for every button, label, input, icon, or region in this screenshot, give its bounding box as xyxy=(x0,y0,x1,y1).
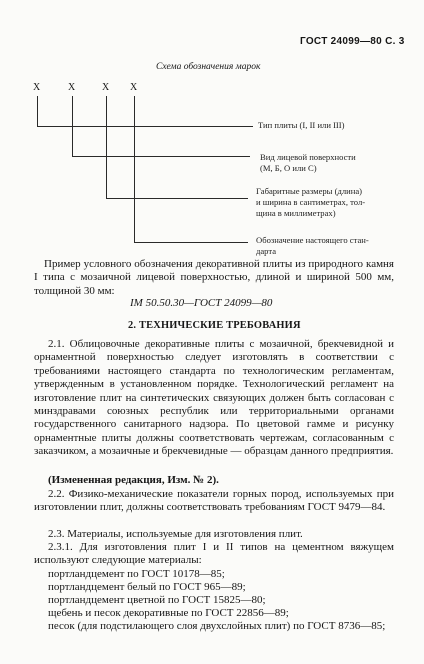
material-item: портландцемент цветной по ГОСТ 15825—80; xyxy=(48,594,266,606)
paragraph-2-1: 2.1. Облицовочные декоративные плиты с мозаичной, брекчевидной и орнаментной поверхностью следует изготовлять в соответствии с требованиями настоящего стандарта по технологическим регламентам, утвержденным в установленном порядке. Технологический регламент на изготовление плит на синтетических связующих должен быть согласован с минздравами союзных республик или территориальными органами государственного санитарного надзора. По цветовой гамме и рисунку орнаментные плиты должны соответствовать чертежам, согласованным с заказчиком, а мозаичные и брекчевидные — образцам данного предприятия. xyxy=(34,338,394,458)
page-header: ГОСТ 24099—80 С. 3 xyxy=(300,36,405,47)
schema-connector-3 xyxy=(106,96,107,198)
schema-connector-1 xyxy=(37,96,38,126)
schema-label-dimensions: Габаритные размеры (длина) и ширина в сантиметрах, тол- щина в миллиметрах) xyxy=(256,186,366,218)
schema-leader-4 xyxy=(134,242,248,243)
material-sand: песок (для подстилающего слоя двухслойных плит) по ГОСТ 8736—85; xyxy=(48,620,386,632)
schema-leader-2 xyxy=(72,156,250,157)
schema-label-surface: Вид лицевой поверхности (М, Б, О или С) xyxy=(260,152,356,173)
example-intro: Пример условного обозначения декоративной плиты из природного камня I типа с мозаичной лицевой поверхностью, длиной и шириной 500 мм, толщиной 30 мм: xyxy=(34,258,394,297)
example-code: IM 50.50.30—ГОСТ 24099—80 xyxy=(130,297,273,309)
schema-marker-3: X xyxy=(102,82,110,93)
paragraph-2-3: 2.3. Материалы, используемые для изготовления плит. xyxy=(48,528,303,540)
schema-label-type: Тип плиты (I, II или III) xyxy=(258,120,345,130)
paragraph-2-3-1: 2.3.1. Для изготовления плит I и II типов на цементном вяжущем используют следующие материалы: xyxy=(34,541,394,567)
amendment-note: (Измененная редакция, Изм. № 2). xyxy=(48,474,219,486)
schema-connector-4 xyxy=(134,96,135,242)
paragraph-2-2: 2.2. Физико-механические показатели горных пород, используемых при изготовлении плит, должны соответствовать требованиям ГОСТ 9479—84. xyxy=(34,488,394,514)
material-item: портландцемент по ГОСТ 10178—85; xyxy=(48,568,225,580)
material-item: портландцемент белый по ГОСТ 965—89; xyxy=(48,581,246,593)
schema-marker-4: X xyxy=(130,82,138,93)
schema-label-standard: Обозначение настоящего стан- дарта xyxy=(256,235,369,256)
schema-title: Схема обозначения марок xyxy=(156,62,261,72)
schema-marker-2: X xyxy=(68,82,76,93)
schema-leader-3 xyxy=(106,198,248,199)
material-item: щебень и песок декоративные по ГОСТ 22856—89; xyxy=(48,607,289,619)
section-title: 2. ТЕХНИЧЕСКИЕ ТРЕБОВАНИЯ xyxy=(128,320,301,331)
schema-marker-1: X xyxy=(33,82,41,93)
schema-leader-1 xyxy=(37,126,253,127)
